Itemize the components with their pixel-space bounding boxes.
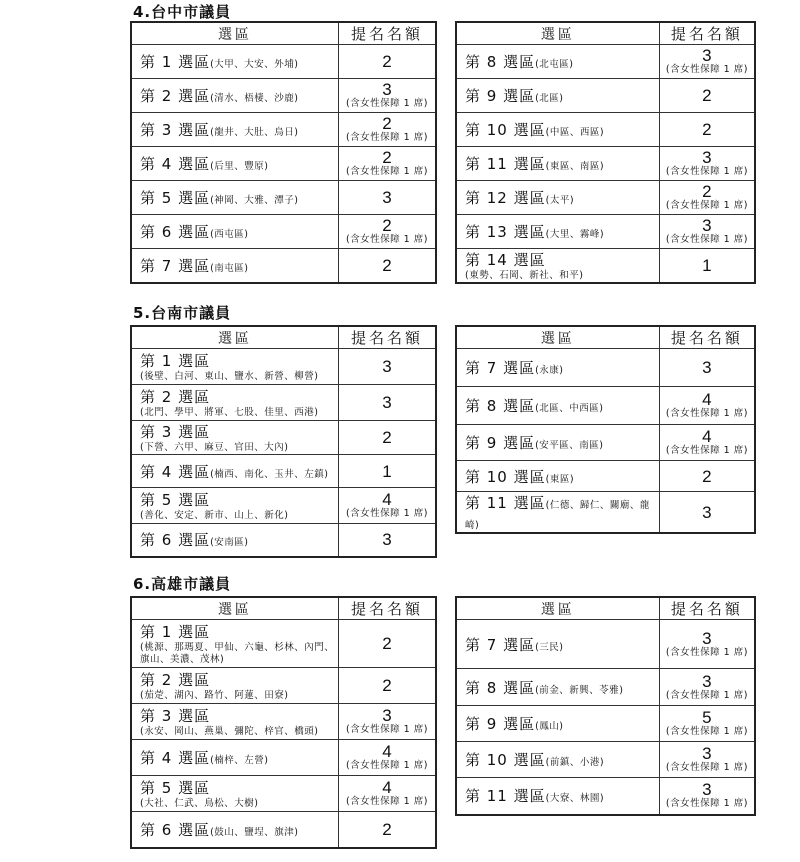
district-name: 第 7 選區 (465, 635, 536, 654)
women-quota-note: (含女性保障 1 席) (345, 98, 428, 109)
district-areas: (永康) (535, 365, 564, 376)
quota-cell (659, 215, 755, 249)
women-quota-note: (含女性保障 1 席) (665, 689, 748, 701)
table-header-row (131, 22, 436, 45)
quota-cell (338, 349, 436, 385)
district-cell (456, 425, 659, 461)
district-cell (131, 215, 338, 249)
quota-cell (659, 387, 755, 425)
district-cell (456, 669, 659, 706)
district-areas: (茄萣、湖內、路竹、阿蓮、田寮) (140, 690, 289, 701)
section-title-kaohsiung: 6.高雄市議員 (133, 575, 232, 593)
district-cell (456, 113, 659, 147)
table-header-row (456, 597, 755, 620)
quota-number: 3 (382, 357, 392, 376)
quota-cell (338, 488, 436, 524)
quota-cell (338, 385, 436, 421)
table-row (456, 249, 755, 284)
section-title-tainan: 5.台南市議員 (133, 304, 232, 322)
district-areas: (前鎮、小港) (545, 757, 605, 768)
district-areas: (北區、中西區) (535, 403, 604, 414)
table-header-row (456, 326, 755, 349)
district-cell (456, 706, 659, 742)
quota-number: 4 (382, 778, 392, 797)
district-cell (456, 620, 659, 669)
quota-cell (659, 79, 755, 113)
district-areas: (前金、新興、苓雅) (535, 684, 624, 696)
district-areas: (清水、梧棲、沙鹿) (210, 93, 299, 104)
table-row (456, 181, 755, 215)
quota-number: 3 (702, 148, 712, 167)
taichung-table-right (455, 21, 756, 284)
women-quota-note: (含女性保障 1 席) (665, 64, 748, 75)
district-areas: (大社、仁武、鳥松、大樹) (140, 798, 259, 809)
district-areas: (三民) (535, 641, 564, 653)
district-name: 第 2 選區 (140, 671, 211, 689)
district-cell (456, 215, 659, 249)
quota-number: 3 (702, 780, 712, 800)
header-quota: 提名名額 (338, 597, 436, 620)
header-district: 選區 (131, 22, 338, 45)
table-row (456, 742, 755, 778)
table-row (456, 215, 755, 249)
header-district: 選區 (456, 326, 659, 349)
district-areas: (太平) (545, 195, 575, 206)
quota-number: 2 (382, 634, 392, 653)
district-cell (131, 620, 338, 668)
district-areas: (安平區、南區) (535, 440, 604, 451)
quota-number: 2 (382, 216, 392, 235)
table-row (456, 778, 755, 815)
quota-cell (659, 113, 755, 147)
district-cell (131, 812, 338, 848)
quota-number: 3 (702, 671, 712, 691)
quota-number: 2 (702, 182, 712, 201)
district-name: 第 6 選區 (140, 223, 211, 241)
quota-cell (338, 249, 436, 283)
quota-cell (659, 742, 755, 778)
quota-cell (659, 492, 755, 534)
quota-number: 2 (702, 466, 712, 486)
district-areas: (後壁、白河、東山、鹽水、新營、柳營) (140, 371, 319, 382)
district-cell (131, 349, 338, 385)
table-row (131, 776, 436, 812)
district-name: 第 11 選區 (465, 155, 546, 173)
quota-cell (338, 620, 436, 668)
quota-cell (659, 778, 755, 815)
quota-number: 3 (702, 46, 712, 65)
women-quota-note: (含女性保障 1 席) (665, 762, 748, 773)
district-name: 第 5 選區 (140, 779, 211, 797)
women-quota-note: (含女性保障 1 席) (345, 796, 428, 807)
district-cell (131, 524, 338, 557)
quota-number: 2 (382, 819, 392, 839)
district-cell (456, 387, 659, 425)
table-row (131, 45, 436, 79)
quota-cell (659, 620, 755, 669)
district-areas: (鳳山) (535, 721, 564, 732)
district-name: 第 4 選區 (140, 749, 211, 767)
table-row (456, 461, 755, 492)
quota-number: 2 (382, 52, 392, 71)
district-name: 第 2 選區 (140, 87, 211, 105)
table-row (131, 349, 436, 385)
table-row (456, 79, 755, 113)
women-quota-note: (含女性保障 1 席) (345, 508, 428, 519)
taichung-table-left (130, 21, 437, 284)
header-quota: 提名名額 (338, 22, 436, 45)
quota-number: 4 (702, 390, 712, 409)
women-quota-note: (含女性保障 1 席) (665, 726, 748, 737)
header-quota: 提名名額 (338, 326, 436, 349)
district-areas: (大里、霧峰) (545, 229, 605, 240)
table-row (131, 740, 436, 776)
district-name: 第 9 選區 (465, 715, 536, 733)
district-name: 第 4 選區 (140, 155, 211, 173)
women-quota-note: (含女性保障 1 席) (665, 200, 748, 211)
table-row (131, 215, 436, 249)
women-quota-note: (含女性保障 1 席) (665, 445, 748, 456)
quota-number: 3 (382, 80, 392, 99)
quota-number: 2 (702, 120, 712, 139)
quota-number: 2 (382, 676, 392, 695)
quota-cell (338, 79, 436, 113)
district-areas: (北屯區) (535, 59, 574, 70)
table-row (456, 706, 755, 742)
quota-number: 1 (382, 461, 392, 481)
header-quota: 提名名額 (659, 326, 755, 349)
district-name: 第 3 選區 (140, 707, 211, 725)
table-row (131, 147, 436, 181)
district-cell (456, 249, 659, 284)
table-row (131, 421, 436, 455)
district-name: 第 8 選區 (465, 397, 536, 415)
quota-cell (338, 812, 436, 848)
quota-number: 3 (382, 530, 392, 550)
district-cell (131, 45, 338, 79)
district-areas: (大寮、林園) (545, 793, 605, 805)
quota-number: 3 (702, 628, 712, 648)
table-row (456, 669, 755, 706)
women-quota-note: (含女性保障 1 席) (665, 408, 748, 419)
table-row (131, 488, 436, 524)
women-quota-note: (含女性保障 1 席) (345, 234, 428, 245)
table-row (131, 704, 436, 740)
quota-cell (338, 776, 436, 812)
quota-number: 2 (702, 86, 712, 105)
quota-cell (338, 113, 436, 147)
district-areas: (龍井、大肚、烏日) (210, 127, 299, 138)
kaohsiung-table-right (455, 596, 756, 816)
district-areas: (桃源、那瑪夏、甲仙、六龜、杉林、內門、旗山、美濃、茂林) (140, 642, 335, 665)
district-cell (456, 79, 659, 113)
quota-cell (659, 181, 755, 215)
district-areas: (東區、南區) (545, 161, 605, 172)
women-quota-note: (含女性保障 1 席) (345, 166, 428, 177)
women-quota-note: (含女性保障 1 席) (665, 166, 748, 177)
header-district: 選區 (131, 326, 338, 349)
tainan-table-right (455, 325, 756, 534)
quota-cell (338, 45, 436, 79)
district-areas: (西屯區) (210, 229, 249, 240)
table-row (456, 387, 755, 425)
district-name: 第 6 選區 (140, 531, 211, 550)
district-areas: (北區) (535, 93, 564, 104)
kaohsiung-table-left (130, 596, 437, 849)
quota-number: 1 (702, 256, 712, 275)
district-cell (131, 421, 338, 455)
district-areas: (永安、岡山、燕巢、彌陀、梓官、橋頭) (140, 726, 319, 737)
district-cell (131, 740, 338, 776)
district-name: 第 10 選區 (465, 467, 546, 486)
district-name: 第 3 選區 (140, 121, 211, 139)
quota-cell (338, 740, 436, 776)
district-cell (131, 79, 338, 113)
district-cell (456, 45, 659, 79)
district-name: 第 8 選區 (465, 53, 536, 71)
quota-number: 3 (702, 216, 712, 235)
district-areas: (鼓山、鹽埕、旗津) (210, 826, 299, 838)
district-cell (456, 778, 659, 815)
table-row (131, 385, 436, 421)
district-cell (131, 147, 338, 181)
quota-number: 4 (382, 490, 392, 509)
table-row (131, 620, 436, 668)
district-areas: (中區、西區) (545, 127, 605, 138)
district-name: 第 7 選區 (140, 256, 211, 275)
women-quota-note: (含女性保障 1 席) (665, 234, 748, 245)
quota-cell (338, 181, 436, 215)
table-row (456, 349, 755, 387)
quota-cell (338, 147, 436, 181)
district-areas: (大甲、大安、外埔) (210, 59, 299, 70)
district-name: 第 11 選區 (465, 494, 546, 512)
quota-number: 3 (382, 706, 392, 725)
table-row (131, 668, 436, 704)
district-areas: (東區) (545, 473, 575, 485)
district-name: 第 8 選區 (465, 678, 536, 697)
district-cell (131, 113, 338, 147)
table-row (456, 113, 755, 147)
district-cell (456, 147, 659, 181)
table-row (131, 113, 436, 147)
section-title-taichung: 4.台中市議員 (133, 3, 232, 21)
quota-cell (659, 461, 755, 492)
quota-cell (338, 524, 436, 557)
page-bottom-fragment (0, 850, 400, 862)
table-header-row (131, 597, 436, 620)
district-areas: (善化、安定、新市、山上、新化) (140, 510, 289, 521)
quota-number: 3 (702, 744, 712, 763)
district-name: 第 10 選區 (465, 121, 546, 139)
district-cell (456, 349, 659, 387)
quota-cell (659, 45, 755, 79)
district-areas: (楠西、南化、玉井、左鎮) (210, 468, 329, 480)
quota-number: 2 (382, 428, 392, 447)
table-row (456, 45, 755, 79)
table-header-row (456, 22, 755, 45)
district-cell (131, 668, 338, 704)
district-name: 第 6 選區 (140, 820, 211, 839)
table-row (456, 620, 755, 669)
district-cell (131, 455, 338, 488)
table-row (131, 455, 436, 488)
district-cell (131, 704, 338, 740)
tainan-table-left (130, 325, 437, 558)
district-name: 第 14 選區 (465, 251, 546, 269)
quota-cell (338, 704, 436, 740)
header-district: 選區 (456, 597, 659, 620)
district-areas: (神岡、大雅、潭子) (210, 195, 299, 206)
district-name: 第 1 選區 (140, 352, 211, 370)
district-name: 第 11 選區 (465, 787, 546, 806)
quota-cell (659, 425, 755, 461)
header-district: 選區 (456, 22, 659, 45)
district-name: 第 12 選區 (465, 189, 546, 207)
quota-cell (659, 706, 755, 742)
table-row (131, 812, 436, 848)
quota-cell (338, 215, 436, 249)
quota-cell (659, 147, 755, 181)
header-district: 選區 (131, 597, 338, 620)
table-row (131, 249, 436, 283)
quota-number: 3 (702, 502, 712, 522)
table-header-row (131, 326, 436, 349)
district-areas: (北門、學甲、將軍、七股、佳里、西港) (140, 407, 319, 418)
district-cell (131, 776, 338, 812)
quota-number: 2 (382, 148, 392, 167)
women-quota-note: (含女性保障 1 席) (665, 798, 748, 810)
district-areas: (南屯區) (210, 262, 249, 274)
table-row (456, 425, 755, 461)
table-row (131, 181, 436, 215)
quota-cell (338, 455, 436, 488)
quota-number: 3 (702, 358, 712, 377)
quota-number: 3 (382, 393, 392, 412)
district-name: 第 9 選區 (465, 434, 536, 452)
district-name: 第 1 選區 (140, 53, 211, 71)
women-quota-note: (含女性保障 1 席) (345, 132, 428, 143)
header-quota: 提名名額 (659, 22, 755, 45)
quota-cell (659, 349, 755, 387)
district-areas: (后里、豐原) (210, 161, 269, 172)
district-cell (131, 488, 338, 524)
district-cell (131, 385, 338, 421)
women-quota-note: (含女性保障 1 席) (345, 724, 428, 735)
table-row (131, 524, 436, 557)
district-name: 第 9 選區 (465, 87, 536, 105)
district-name: 第 2 選區 (140, 388, 211, 406)
district-name: 第 13 選區 (465, 223, 546, 241)
district-cell (456, 181, 659, 215)
district-cell (131, 249, 338, 283)
quota-cell (338, 668, 436, 704)
district-name: 第 4 選區 (140, 462, 211, 481)
district-name: 第 5 選區 (140, 491, 211, 509)
district-areas: (安南區) (210, 537, 249, 549)
district-name: 第 5 選區 (140, 189, 211, 207)
quota-number: 2 (382, 114, 392, 133)
district-areas: (東勢、石岡、新社、和平) (465, 270, 584, 281)
quota-number: 4 (702, 427, 712, 446)
quota-number: 2 (382, 255, 392, 275)
quota-cell (659, 249, 755, 284)
district-areas: (仁德、歸仁、關廟、龍崎) (465, 500, 650, 531)
district-areas: (下營、六甲、麻豆、官田、大內) (140, 442, 289, 453)
table-row (131, 79, 436, 113)
district-areas: (楠梓、左營) (210, 755, 269, 766)
district-name: 第 7 選區 (465, 359, 536, 377)
quota-number: 5 (702, 708, 712, 727)
quota-cell (338, 421, 436, 455)
district-name: 第 10 選區 (465, 751, 546, 769)
women-quota-note: (含女性保障 1 席) (665, 646, 748, 658)
district-cell (456, 742, 659, 778)
district-name: 第 1 選區 (140, 623, 211, 641)
district-cell (456, 461, 659, 492)
quota-cell (659, 669, 755, 706)
header-quota: 提名名額 (659, 597, 755, 620)
table-row (456, 492, 755, 534)
quota-number: 4 (382, 742, 392, 761)
quota-number: 3 (382, 188, 392, 207)
women-quota-note: (含女性保障 1 席) (345, 760, 428, 771)
district-cell (131, 181, 338, 215)
district-cell (456, 492, 659, 534)
table-row (456, 147, 755, 181)
district-name: 第 3 選區 (140, 423, 211, 441)
